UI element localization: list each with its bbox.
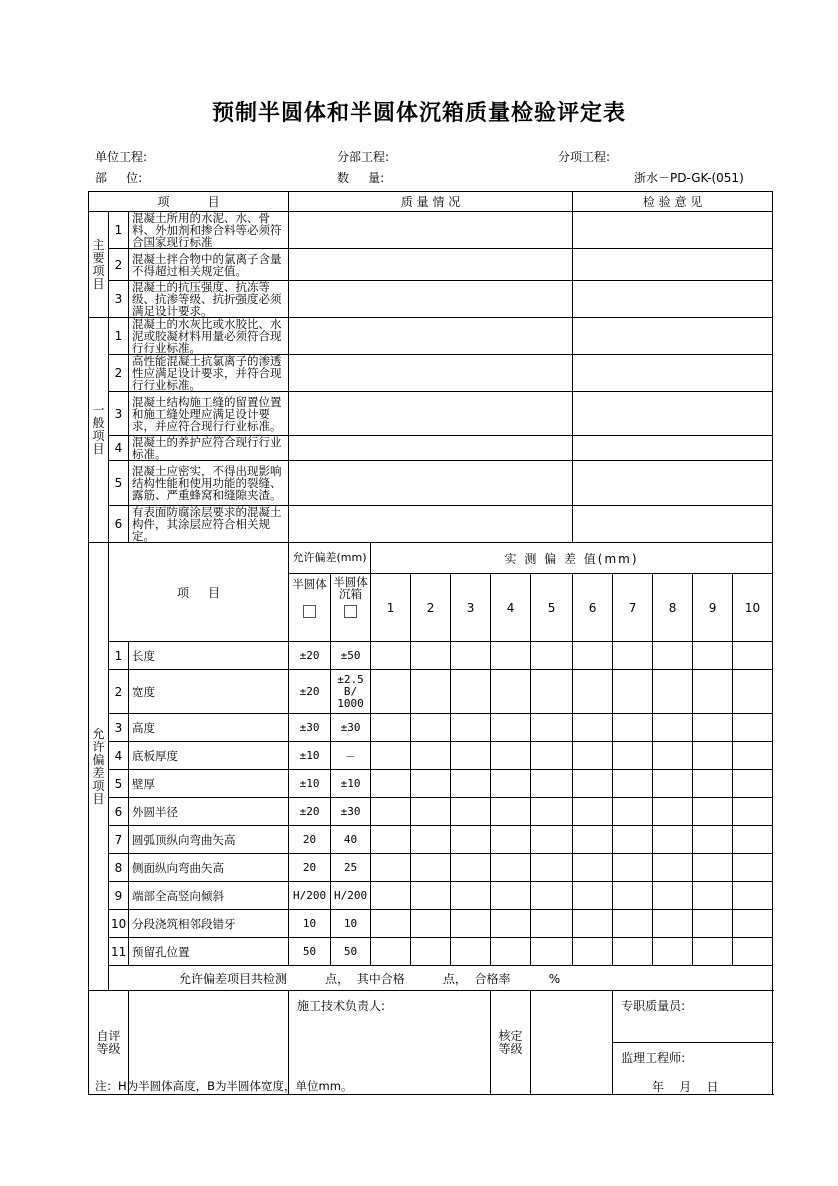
quality-cell[interactable] xyxy=(289,318,573,355)
measured-value-cell[interactable] xyxy=(491,714,531,742)
measured-value-cell[interactable] xyxy=(653,670,693,714)
quantity-label: 数 量: xyxy=(337,171,385,185)
half-caisson-tolerance: ±30 xyxy=(331,714,371,742)
half-caisson-tolerance: 10 xyxy=(331,910,371,938)
measured-value-cell[interactable] xyxy=(613,910,653,938)
half-caisson-tolerance: － xyxy=(331,742,371,770)
measured-value-cell[interactable] xyxy=(653,742,693,770)
measured-value-cell[interactable] xyxy=(733,714,773,742)
measured-value-cell[interactable] xyxy=(733,826,773,854)
measured-value-cell[interactable] xyxy=(693,770,733,798)
quality-cell[interactable] xyxy=(289,249,573,281)
measured-value-cell[interactable] xyxy=(371,798,411,826)
tolerance-item-no: 10 xyxy=(109,910,129,938)
half-circle-tolerance: 20 xyxy=(289,826,331,854)
tolerance-item-no: 5 xyxy=(109,770,129,798)
measured-value-cell[interactable] xyxy=(451,798,491,826)
measured-value-cell[interactable] xyxy=(653,714,693,742)
opinion-cell[interactable] xyxy=(573,392,773,436)
measured-value-cell[interactable] xyxy=(411,882,451,910)
measured-value-cell[interactable] xyxy=(371,854,411,882)
measured-value-cell[interactable] xyxy=(451,882,491,910)
measured-value-cell[interactable] xyxy=(451,938,491,966)
measure-col-header: 10 xyxy=(733,574,773,642)
date-line: 年 月 日 xyxy=(652,1080,719,1094)
half-circle-header xyxy=(289,574,331,642)
measured-value-cell[interactable] xyxy=(491,798,531,826)
half-caisson-tolerance: 40 xyxy=(331,826,371,854)
opinion-cell[interactable] xyxy=(573,461,773,506)
half-circle-tolerance: ±20 xyxy=(289,642,331,670)
measured-value-cell[interactable] xyxy=(653,938,693,966)
col-header-item: 项 目 xyxy=(89,192,289,212)
half-caisson-label: 半圆体沉箱 xyxy=(333,575,368,601)
measured-value-cell[interactable] xyxy=(573,938,613,966)
half-circle-tolerance: ±20 xyxy=(289,798,331,826)
measured-value-cell[interactable] xyxy=(733,882,773,910)
measured-value-cell[interactable] xyxy=(733,910,773,938)
measured-value-cell[interactable] xyxy=(613,882,653,910)
half-caisson-tolerance: 25 xyxy=(331,854,371,882)
measured-value-cell[interactable] xyxy=(573,670,613,714)
measured-value-cell[interactable] xyxy=(411,670,451,714)
general-items-group-label: 一般项目 xyxy=(89,318,109,543)
tolerance-item-name: 侧面纵向弯曲矢高 xyxy=(129,854,289,882)
tolerance-allow-header: 允许偏差(mm) xyxy=(289,543,371,574)
measured-value-cell[interactable] xyxy=(411,854,451,882)
tolerance-item-no: 2 xyxy=(109,670,129,714)
opinion-cell[interactable] xyxy=(573,506,773,543)
measured-value-cell[interactable] xyxy=(371,742,411,770)
measured-value-cell[interactable] xyxy=(573,714,613,742)
measured-value-cell[interactable] xyxy=(451,770,491,798)
measured-value-cell[interactable] xyxy=(371,714,411,742)
item-project-label: 分项工程: xyxy=(558,150,611,164)
tolerance-summary: 允许偏差项目共检测 点， 其中合格 点， 合格率 % xyxy=(109,966,773,991)
measured-value-cell[interactable] xyxy=(451,826,491,854)
division-project-label: 分部工程: xyxy=(337,150,390,164)
quality-evaluation-table xyxy=(88,191,773,1095)
measured-value-cell[interactable] xyxy=(733,798,773,826)
general-item-text: 混凝土结构施工缝的留置位置和施工缝处理应满足设计要求，并应符合现行行业标准。 xyxy=(129,392,289,436)
measured-value-cell[interactable] xyxy=(491,910,531,938)
general-item-text: 混凝土的养护应符合现行行业标准。 xyxy=(129,436,289,461)
half-caisson-tolerance: H/200 xyxy=(331,882,371,910)
half-circle-tolerance: 20 xyxy=(289,854,331,882)
measured-value-cell[interactable] xyxy=(491,882,531,910)
half-circle-tolerance: H/200 xyxy=(289,882,331,910)
measured-value-cell[interactable] xyxy=(371,826,411,854)
measured-value-cell[interactable] xyxy=(573,742,613,770)
half-circle-checkbox[interactable] xyxy=(303,605,316,618)
measured-value-cell[interactable] xyxy=(613,798,653,826)
half-caisson-header xyxy=(331,574,371,642)
measured-value-cell[interactable] xyxy=(451,910,491,938)
measured-value-cell[interactable] xyxy=(573,910,613,938)
measured-value-cell[interactable] xyxy=(573,798,613,826)
measured-value-cell[interactable] xyxy=(733,642,773,670)
measured-value-cell[interactable] xyxy=(491,642,531,670)
measured-value-cell[interactable] xyxy=(411,826,451,854)
measured-value-cell[interactable] xyxy=(693,938,733,966)
tolerance-item-name: 壁厚 xyxy=(129,770,289,798)
measured-value-cell[interactable] xyxy=(411,770,451,798)
supervisor-label: 监理工程师: xyxy=(621,1051,686,1065)
measured-value-cell[interactable] xyxy=(693,798,733,826)
measured-value-cell[interactable] xyxy=(531,854,573,882)
measured-value-cell[interactable] xyxy=(653,798,693,826)
half-circle-tolerance: 10 xyxy=(289,910,331,938)
measured-value-cell[interactable] xyxy=(491,770,531,798)
half-circle-tolerance: ±20 xyxy=(289,670,331,714)
measured-value-cell[interactable] xyxy=(613,854,653,882)
half-caisson-tolerance: 50 xyxy=(331,938,371,966)
half-circle-label: 半圆体 xyxy=(292,577,327,591)
general-item-no: 5 xyxy=(109,461,129,506)
measured-value-cell[interactable] xyxy=(653,910,693,938)
measured-value-cell[interactable] xyxy=(693,882,733,910)
measured-value-cell[interactable] xyxy=(491,742,531,770)
measured-value-cell[interactable] xyxy=(573,826,613,854)
tolerance-item-no: 7 xyxy=(109,826,129,854)
measured-value-cell[interactable] xyxy=(613,770,653,798)
main-item-text: 混凝土拌合物中的氯离子含量不得超过相关规定值。 xyxy=(129,249,289,281)
measured-value-cell[interactable] xyxy=(531,938,573,966)
verify-grade-cell[interactable] xyxy=(531,991,613,1095)
measured-value-cell[interactable] xyxy=(371,882,411,910)
quality-cell[interactable] xyxy=(289,436,573,461)
measured-value-cell[interactable] xyxy=(613,714,653,742)
measured-value-cell[interactable] xyxy=(411,910,451,938)
quality-officer-label: 专职质量员: xyxy=(621,999,686,1013)
general-item-text: 混凝土应密实，不得出现影响结构性能和使用功能的裂缝、露筋、严重蜂窝和缝隙夹渣。 xyxy=(129,461,289,506)
unit-project-label: 单位工程: xyxy=(95,150,148,164)
page-title: 预制半圆体和半圆体沉箱质量检验评定表 xyxy=(211,101,626,126)
quality-cell[interactable] xyxy=(289,355,573,392)
tolerance-item-no: 8 xyxy=(109,854,129,882)
quality-officer-cell[interactable] xyxy=(613,991,773,1043)
measured-value-cell[interactable] xyxy=(613,826,653,854)
measured-value-cell[interactable] xyxy=(693,714,733,742)
tolerance-item-name: 端部全高竖向倾斜 xyxy=(129,882,289,910)
tolerance-item-no: 6 xyxy=(109,798,129,826)
half-caisson-checkbox[interactable] xyxy=(344,605,357,618)
quality-cell[interactable] xyxy=(289,281,573,318)
quality-cell[interactable] xyxy=(289,392,573,436)
self-eval-label: 自评等级 xyxy=(89,991,129,1095)
general-item-text: 有表面防腐涂层要求的混凝土构件，其涂层应符合相关规定。 xyxy=(129,506,289,543)
measure-col-header: 4 xyxy=(491,574,531,642)
measured-value-cell[interactable] xyxy=(371,642,411,670)
measured-values-header: 实 测 偏 差 值(mm) xyxy=(371,543,773,574)
measured-value-cell[interactable] xyxy=(491,670,531,714)
measured-value-cell[interactable] xyxy=(733,854,773,882)
general-item-text: 混凝土的水灰比或水胶比、水泥或胶凝材料用量必须符合现行行业标准。 xyxy=(129,318,289,355)
tolerance-item-name: 高度 xyxy=(129,714,289,742)
measured-value-cell[interactable] xyxy=(573,770,613,798)
measured-value-cell[interactable] xyxy=(613,938,653,966)
main-item-text: 混凝土的抗压强度、抗冻等级、抗渗等级、抗折强度必须满足设计要求。 xyxy=(129,281,289,318)
main-item-no: 1 xyxy=(109,212,129,249)
tolerance-item-name: 预留孔位置 xyxy=(129,938,289,966)
measured-value-cell[interactable] xyxy=(653,770,693,798)
measured-value-cell[interactable] xyxy=(613,642,653,670)
measured-value-cell[interactable] xyxy=(411,714,451,742)
tolerance-item-name: 底板厚度 xyxy=(129,742,289,770)
opinion-cell[interactable] xyxy=(573,436,773,461)
measured-value-cell[interactable] xyxy=(693,826,733,854)
measured-value-cell[interactable] xyxy=(531,882,573,910)
general-item-no: 6 xyxy=(109,506,129,543)
col-header-quality: 质 量 情 况 xyxy=(289,192,573,212)
measured-value-cell[interactable] xyxy=(693,854,733,882)
location-label: 部 位: xyxy=(95,171,143,185)
measured-value-cell[interactable] xyxy=(693,642,733,670)
measure-col-header: 9 xyxy=(693,574,733,642)
measured-value-cell[interactable] xyxy=(531,642,573,670)
tolerance-item-no: 11 xyxy=(109,938,129,966)
measure-col-header: 3 xyxy=(451,574,491,642)
measured-value-cell[interactable] xyxy=(411,938,451,966)
measured-value-cell[interactable] xyxy=(491,826,531,854)
measured-value-cell[interactable] xyxy=(573,854,613,882)
measured-value-cell[interactable] xyxy=(733,742,773,770)
measured-value-cell[interactable] xyxy=(451,670,491,714)
main-items-group-label: 主要项目 xyxy=(89,212,109,318)
measured-value-cell[interactable] xyxy=(531,798,573,826)
measured-value-cell[interactable] xyxy=(653,826,693,854)
measured-value-cell[interactable] xyxy=(451,742,491,770)
verify-label: 核定等级 xyxy=(491,991,531,1095)
tolerance-item-no: 1 xyxy=(109,642,129,670)
quality-cell[interactable] xyxy=(289,461,573,506)
measured-value-cell[interactable] xyxy=(411,798,451,826)
measured-value-cell[interactable] xyxy=(491,938,531,966)
measured-value-cell[interactable] xyxy=(531,670,573,714)
general-item-no: 2 xyxy=(109,355,129,392)
measure-col-header: 8 xyxy=(653,574,693,642)
tolerance-item-no: 3 xyxy=(109,714,129,742)
general-item-no: 1 xyxy=(109,318,129,355)
measure-col-header: 1 xyxy=(371,574,411,642)
half-circle-tolerance: ±10 xyxy=(289,770,331,798)
half-caisson-tolerance: ±10 xyxy=(331,770,371,798)
measured-value-cell[interactable] xyxy=(531,742,573,770)
measured-value-cell[interactable] xyxy=(573,882,613,910)
measured-value-cell[interactable] xyxy=(653,642,693,670)
measured-value-cell[interactable] xyxy=(653,882,693,910)
measure-col-header: 5 xyxy=(531,574,573,642)
opinion-cell[interactable] xyxy=(573,212,773,249)
tolerance-item-name: 圆弧顶纵向弯曲矢高 xyxy=(129,826,289,854)
half-circle-tolerance: ±10 xyxy=(289,742,331,770)
tolerance-item-name: 长度 xyxy=(129,642,289,670)
measured-value-cell[interactable] xyxy=(693,742,733,770)
half-caisson-tolerance: ±30 xyxy=(331,798,371,826)
measured-value-cell[interactable] xyxy=(693,670,733,714)
measured-value-cell[interactable] xyxy=(531,826,573,854)
measured-value-cell[interactable] xyxy=(371,910,411,938)
footnote: 注：H为半圆体高度，B为半圆体宽度，单位mm。 xyxy=(95,1079,353,1093)
measured-value-cell[interactable] xyxy=(573,642,613,670)
quality-cell[interactable] xyxy=(289,506,573,543)
tech-lead-label: 施工技术负责人: xyxy=(297,999,386,1013)
quality-cell[interactable] xyxy=(289,212,573,249)
measured-value-cell[interactable] xyxy=(411,742,451,770)
measured-value-cell[interactable] xyxy=(613,670,653,714)
measured-value-cell[interactable] xyxy=(491,854,531,882)
half-caisson-tolerance: ±50 xyxy=(331,642,371,670)
measured-value-cell[interactable] xyxy=(613,742,653,770)
measure-col-header: 6 xyxy=(573,574,613,642)
measured-value-cell[interactable] xyxy=(733,938,773,966)
half-caisson-tolerance: ±2.5 B/ 1000 xyxy=(331,670,371,714)
measured-value-cell[interactable] xyxy=(411,642,451,670)
main-item-no: 2 xyxy=(109,249,129,281)
measured-value-cell[interactable] xyxy=(451,714,491,742)
measured-value-cell[interactable] xyxy=(531,910,573,938)
general-item-no: 4 xyxy=(109,436,129,461)
tolerance-item-name: 宽度 xyxy=(129,670,289,714)
measured-value-cell[interactable] xyxy=(531,770,573,798)
measured-value-cell[interactable] xyxy=(733,670,773,714)
measured-value-cell[interactable] xyxy=(653,854,693,882)
tolerance-item-no: 4 xyxy=(109,742,129,770)
tolerance-item-header: 项 目 xyxy=(109,543,289,642)
measure-col-header: 2 xyxy=(411,574,451,642)
measure-col-header: 7 xyxy=(613,574,653,642)
opinion-cell[interactable] xyxy=(573,249,773,281)
measured-value-cell[interactable] xyxy=(733,770,773,798)
col-header-opinion: 检 验 意 见 xyxy=(573,192,773,212)
tolerance-item-name: 外圆半径 xyxy=(129,798,289,826)
main-item-text: 混凝土所用的水泥、水、骨料、外加剂和掺合料等必须符合国家现行标准 xyxy=(129,212,289,249)
opinion-cell[interactable] xyxy=(573,281,773,318)
tolerance-item-name: 分段浇筑相邻段错牙 xyxy=(129,910,289,938)
half-circle-tolerance: ±30 xyxy=(289,714,331,742)
half-circle-tolerance: 50 xyxy=(289,938,331,966)
opinion-cell[interactable] xyxy=(573,355,773,392)
general-item-text: 高性能混凝土抗氯离子的渗透性应满足设计要求，并符合现行行业标准。 xyxy=(129,355,289,392)
opinion-cell[interactable] xyxy=(573,318,773,355)
measured-value-cell[interactable] xyxy=(371,670,411,714)
general-item-no: 3 xyxy=(109,392,129,436)
main-item-no: 3 xyxy=(109,281,129,318)
tolerance-item-no: 9 xyxy=(109,882,129,910)
measured-value-cell[interactable] xyxy=(451,642,491,670)
measured-value-cell[interactable] xyxy=(371,938,411,966)
measured-value-cell[interactable] xyxy=(371,770,411,798)
form-code: 浙水－PD-GK-(051) xyxy=(634,171,744,185)
measured-value-cell[interactable] xyxy=(451,854,491,882)
measured-value-cell[interactable] xyxy=(531,714,573,742)
measured-value-cell[interactable] xyxy=(693,910,733,938)
tolerance-group-label: 允许偏差项目 xyxy=(89,543,109,991)
